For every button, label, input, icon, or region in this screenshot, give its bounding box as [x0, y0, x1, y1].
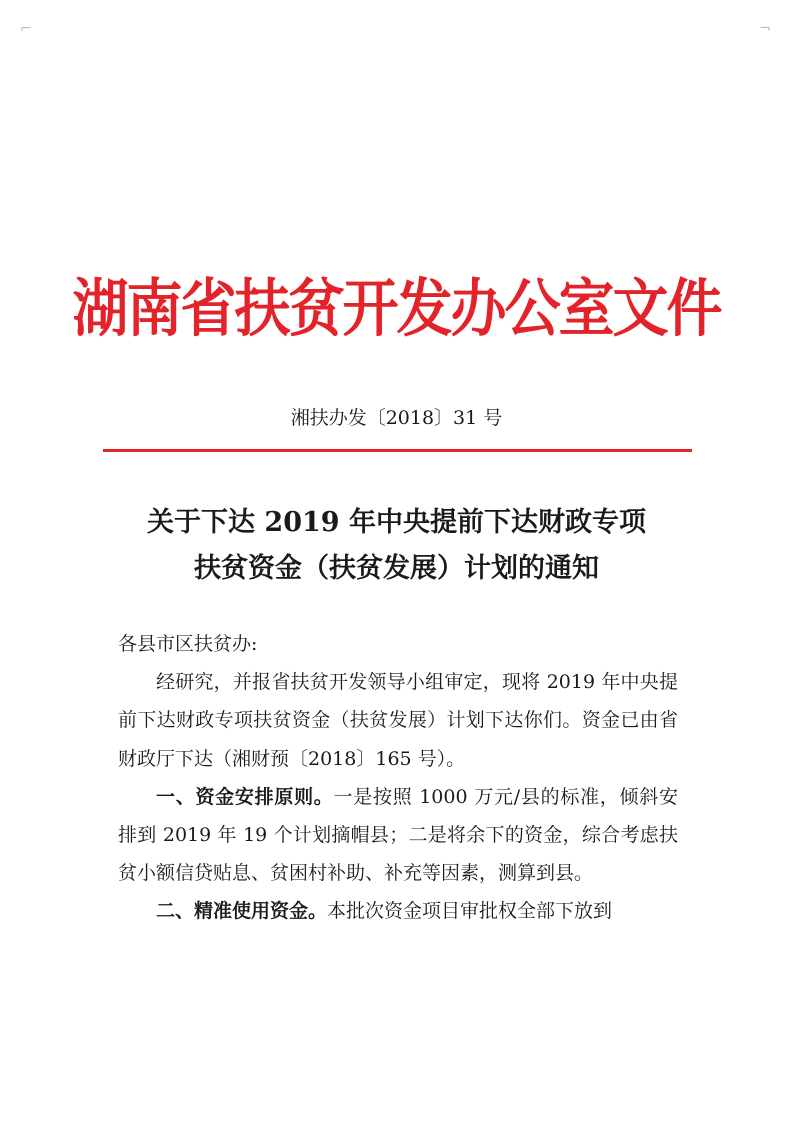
paragraph-intro: 经研究，并报省扶贫开发领导小组审定，现将 2019 年中央提前下达财政专项扶贫资金（扶贫发展）计划下达你们。资金已由省财政厅下达（湘财预〔2018〕165 号）。 [118, 671, 678, 770]
red-divider-line [103, 449, 692, 452]
section-2-text: 本批次资金项目审批权全部下放到 [327, 900, 613, 923]
title-line-2: 扶贫资金（扶贫发展）计划的通知 [194, 553, 599, 584]
document-title [0, 500, 793, 592]
paragraph-section-1 [118, 778, 678, 893]
organization-header: 湖南省扶贫开发办公室文件 [72, 271, 721, 346]
title-line-1: 关于下达 2019 年中央提前下达财政专项 [147, 507, 646, 538]
salutation: 各县市区扶贫办: [118, 633, 258, 655]
document-number: 湘扶办发〔2018〕31 号 [290, 407, 503, 429]
section-1-heading: 一、资金安排原则。 [156, 785, 334, 808]
paragraph-section-2 [118, 892, 678, 930]
crop-mark-right: ¬ [759, 21, 771, 37]
document-body [118, 625, 678, 931]
crop-mark-left: ⌐ [20, 21, 32, 37]
section-2-heading: 二、精准使用资金。 [156, 900, 328, 923]
section-1-text: 一是按照 1000 万元/县的标准，倾斜安排到 2019 年 19 个计划摘帽县；二是将余下的资金，综合考虑扶贫小额信贷贴息、贫困村补助、补充等因素，测算到县。 [118, 785, 678, 885]
